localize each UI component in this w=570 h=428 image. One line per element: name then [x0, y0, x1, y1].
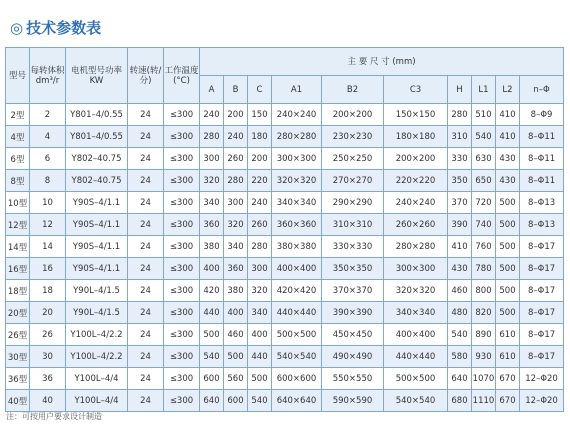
cell-a: 280: [200, 126, 224, 148]
cell-b: 260: [224, 148, 248, 170]
cell-b: 340: [224, 236, 248, 258]
cell-b: 320: [224, 214, 248, 236]
cell-temp: ≤300: [164, 214, 200, 236]
cell-volume: 4: [30, 126, 66, 148]
cell-model: 6型: [6, 148, 30, 170]
cell-h: 640: [448, 368, 472, 390]
cell-temp: ≤300: [164, 302, 200, 324]
cell-c: 180: [248, 126, 272, 148]
cell-h: 430: [448, 258, 472, 280]
cell-c: 540: [248, 390, 272, 412]
cell-a1: 500×500: [272, 324, 322, 346]
cell-volume: 18: [30, 280, 66, 302]
cell-b2: 550×550: [322, 368, 384, 390]
cell-b2: 330×330: [322, 236, 384, 258]
cell-motor: Y90S–4/1.1: [66, 258, 128, 280]
table-row: [6, 170, 564, 192]
cell-c: 260: [248, 214, 272, 236]
cell-temp: ≤300: [164, 148, 200, 170]
table-row: [6, 214, 564, 236]
cell-holes: 8–Φ17: [520, 302, 564, 324]
cell-c: 200: [248, 148, 272, 170]
cell-c3: 150×150: [384, 104, 448, 126]
cell-a1: 540×540: [272, 346, 322, 368]
table-row: [6, 126, 564, 148]
table-row: [6, 368, 564, 390]
cell-model: 36型: [6, 368, 30, 390]
cell-volume: 16: [30, 258, 66, 280]
cell-motor: Y90L–4/1.5: [66, 302, 128, 324]
cell-a: 320: [200, 170, 224, 192]
cell-a1: 300×300: [272, 148, 322, 170]
cell-a: 540: [200, 346, 224, 368]
table-row: [6, 104, 564, 126]
cell-h: 390: [448, 214, 472, 236]
cell-holes: 8–Φ13: [520, 192, 564, 214]
cell-motor: Y100L–4/2.2: [66, 346, 128, 368]
cell-l1: 760: [472, 236, 496, 258]
cell-holes: 8–Φ13: [520, 214, 564, 236]
cell-l2: 410: [496, 126, 520, 148]
cell-b2: 350×350: [322, 258, 384, 280]
cell-speed: 24: [128, 104, 164, 126]
cell-model: 26型: [6, 324, 30, 346]
cell-temp: ≤300: [164, 104, 200, 126]
cell-c3: 440×440: [384, 346, 448, 368]
cell-volume: 40: [30, 390, 66, 412]
cell-b2: 450×450: [322, 324, 384, 346]
cell-model: 40型: [6, 390, 30, 412]
cell-l1: 780: [472, 258, 496, 280]
header-dim: n–Φ: [520, 76, 564, 104]
header-volume: 每转体积dm³/r: [30, 48, 66, 104]
cell-b2: 250×250: [322, 148, 384, 170]
cell-c: 400: [248, 324, 272, 346]
cell-motor: Y90S–4/1.1: [66, 192, 128, 214]
cell-volume: 6: [30, 148, 66, 170]
header-dim: A: [200, 76, 224, 104]
cell-temp: ≤300: [164, 192, 200, 214]
cell-motor: Y801–4/0.55: [66, 126, 128, 148]
cell-l2: 610: [496, 346, 520, 368]
cell-temp: ≤300: [164, 236, 200, 258]
cell-c3: 300×300: [384, 258, 448, 280]
cell-h: 280: [448, 104, 472, 126]
cell-motor: Y100L–4/2.2: [66, 324, 128, 346]
cell-a1: 640×640: [272, 390, 322, 412]
cell-l2: 500: [496, 258, 520, 280]
cell-l2: 410: [496, 104, 520, 126]
cell-model: 12型: [6, 214, 30, 236]
cell-h: 310: [448, 126, 472, 148]
cell-b2: 200×200: [322, 104, 384, 126]
cell-h: 350: [448, 170, 472, 192]
header-main-dimensions: 主 要 尺 寸 (mm): [200, 48, 564, 76]
cell-a1: 380×380: [272, 236, 322, 258]
cell-temp: ≤300: [164, 258, 200, 280]
table-row: [6, 148, 564, 170]
table-row: [6, 346, 564, 368]
cell-b: 200: [224, 104, 248, 126]
cell-speed: 24: [128, 258, 164, 280]
cell-a1: 420×420: [272, 280, 322, 302]
cell-b: 280: [224, 170, 248, 192]
cell-l1: 510: [472, 104, 496, 126]
cell-model: 18型: [6, 280, 30, 302]
spec-table: [5, 47, 564, 412]
cell-b: 240: [224, 126, 248, 148]
cell-c: 280: [248, 236, 272, 258]
cell-a: 380: [200, 236, 224, 258]
cell-h: 580: [448, 346, 472, 368]
cell-speed: 24: [128, 214, 164, 236]
cell-b2: 290×290: [322, 192, 384, 214]
cell-temp: ≤300: [164, 390, 200, 412]
page-title: [10, 18, 101, 38]
cell-c: 300: [248, 258, 272, 280]
cell-c3: 220×220: [384, 170, 448, 192]
cell-c3: 500×500: [384, 368, 448, 390]
header-dim: C: [248, 76, 272, 104]
table-row: [6, 390, 564, 412]
cell-model: 16型: [6, 258, 30, 280]
cell-a: 360: [200, 214, 224, 236]
cell-l1: 930: [472, 346, 496, 368]
cell-l2: 430: [496, 170, 520, 192]
cell-volume: 8: [30, 170, 66, 192]
cell-a: 600: [200, 368, 224, 390]
cell-model: 30型: [6, 346, 30, 368]
cell-a: 420: [200, 280, 224, 302]
cell-c3: 280×280: [384, 236, 448, 258]
cell-l2: 670: [496, 390, 520, 412]
cell-h: 410: [448, 236, 472, 258]
cell-speed: 24: [128, 148, 164, 170]
cell-a: 500: [200, 324, 224, 346]
cell-holes: 8–Φ11: [520, 126, 564, 148]
cell-l1: 1070: [472, 368, 496, 390]
circle-bullet-icon: ◎: [10, 19, 24, 37]
cell-a1: 240×240: [272, 104, 322, 126]
cell-temp: ≤300: [164, 368, 200, 390]
cell-volume: 20: [30, 302, 66, 324]
cell-speed: 24: [128, 368, 164, 390]
cell-b: 560: [224, 368, 248, 390]
cell-a: 300: [200, 148, 224, 170]
cell-b2: 270×270: [322, 170, 384, 192]
cell-l2: 670: [496, 368, 520, 390]
cell-l1: 650: [472, 170, 496, 192]
cell-model: 8型: [6, 170, 30, 192]
cell-model: 14型: [6, 236, 30, 258]
cell-a1: 320×320: [272, 170, 322, 192]
cell-motor: Y802–40.75: [66, 148, 128, 170]
cell-c3: 200×200: [384, 148, 448, 170]
cell-b: 380: [224, 280, 248, 302]
cell-temp: ≤300: [164, 346, 200, 368]
cell-c: 320: [248, 280, 272, 302]
cell-l2: 500: [496, 302, 520, 324]
header-speed: 转速(转/分): [128, 48, 164, 104]
cell-speed: 24: [128, 236, 164, 258]
cell-holes: 8–Φ17: [520, 236, 564, 258]
cell-temp: ≤300: [164, 280, 200, 302]
cell-h: 370: [448, 192, 472, 214]
table-row: [6, 280, 564, 302]
table-row: [6, 236, 564, 258]
cell-holes: 8–Φ11: [520, 170, 564, 192]
cell-a: 640: [200, 390, 224, 412]
cell-motor: Y100L–4/4: [66, 368, 128, 390]
cell-b2: 590×590: [322, 390, 384, 412]
cell-holes: 8–Φ17: [520, 280, 564, 302]
table-row: [6, 192, 564, 214]
cell-speed: 24: [128, 346, 164, 368]
cell-c: 500: [248, 368, 272, 390]
cell-b2: 490×490: [322, 346, 384, 368]
table-row: [6, 324, 564, 346]
cell-c3: 400×400: [384, 324, 448, 346]
cell-c3: 340×340: [384, 302, 448, 324]
cell-l2: 610: [496, 324, 520, 346]
cell-l1: 740: [472, 214, 496, 236]
cell-a1: 280×280: [272, 126, 322, 148]
cell-motor: Y802–40.75: [66, 170, 128, 192]
cell-b2: 310×310: [322, 214, 384, 236]
header-dim: L1: [472, 76, 496, 104]
cell-speed: 24: [128, 280, 164, 302]
header-temp: 工作温度(°C): [164, 48, 200, 104]
cell-b2: 370×370: [322, 280, 384, 302]
cell-model: 10型: [6, 192, 30, 214]
header-motor: 电机型号功率KW: [66, 48, 128, 104]
cell-a1: 400×400: [272, 258, 322, 280]
cell-a: 340: [200, 192, 224, 214]
cell-model: 20型: [6, 302, 30, 324]
cell-h: 330: [448, 148, 472, 170]
cell-holes: 8–Φ17: [520, 346, 564, 368]
cell-a1: 600×600: [272, 368, 322, 390]
cell-volume: 30: [30, 346, 66, 368]
cell-speed: 24: [128, 390, 164, 412]
cell-l2: 500: [496, 280, 520, 302]
cell-h: 680: [448, 390, 472, 412]
cell-temp: ≤300: [164, 324, 200, 346]
cell-a1: 340×340: [272, 192, 322, 214]
cell-a1: 360×360: [272, 214, 322, 236]
cell-volume: 10: [30, 192, 66, 214]
cell-volume: 26: [30, 324, 66, 346]
cell-c3: 540×540: [384, 390, 448, 412]
cell-a: 240: [200, 104, 224, 126]
cell-speed: 24: [128, 324, 164, 346]
cell-l2: 430: [496, 148, 520, 170]
cell-temp: ≤300: [164, 126, 200, 148]
cell-h: 480: [448, 302, 472, 324]
cell-volume: 2: [30, 104, 66, 126]
cell-holes: 8–Φ11: [520, 148, 564, 170]
cell-speed: 24: [128, 170, 164, 192]
cell-motor: Y90L–4/1.5: [66, 280, 128, 302]
cell-speed: 24: [128, 192, 164, 214]
cell-holes: 12–Φ20: [520, 368, 564, 390]
cell-b: 500: [224, 346, 248, 368]
header-dim: A1: [272, 76, 322, 104]
cell-l1: 540: [472, 126, 496, 148]
cell-c: 240: [248, 192, 272, 214]
cell-b2: 390×390: [322, 302, 384, 324]
page-title-text: 技术参数表: [26, 19, 102, 37]
cell-c: 220: [248, 170, 272, 192]
header-model: 型号: [6, 48, 30, 104]
cell-speed: 24: [128, 302, 164, 324]
cell-model: 2型: [6, 104, 30, 126]
cell-b: 600: [224, 390, 248, 412]
cell-b: 460: [224, 324, 248, 346]
cell-l1: 800: [472, 280, 496, 302]
cell-l1: 890: [472, 324, 496, 346]
cell-motor: Y90S–4/1.1: [66, 236, 128, 258]
cell-c3: 260×260: [384, 214, 448, 236]
cell-model: 4型: [6, 126, 30, 148]
cell-holes: 12–Φ20: [520, 390, 564, 412]
cell-motor: Y90S–4/1.1: [66, 214, 128, 236]
cell-volume: 12: [30, 214, 66, 236]
cell-c: 440: [248, 346, 272, 368]
cell-c3: 180×180: [384, 126, 448, 148]
header-dim: C3: [384, 76, 448, 104]
cell-b: 400: [224, 302, 248, 324]
cell-l1: 820: [472, 302, 496, 324]
header-dim: B2: [322, 76, 384, 104]
table-row: [6, 302, 564, 324]
cell-c: 150: [248, 104, 272, 126]
table-row: [6, 258, 564, 280]
header-dim: L2: [496, 76, 520, 104]
cell-l1: 720: [472, 192, 496, 214]
header-dim: H: [448, 76, 472, 104]
header-dim: B: [224, 76, 248, 104]
footnote: 注：可按用户要求设计制造: [6, 412, 102, 421]
cell-volume: 14: [30, 236, 66, 258]
cell-speed: 24: [128, 126, 164, 148]
cell-holes: 8–Φ9: [520, 104, 564, 126]
cell-l1: 1110: [472, 390, 496, 412]
cell-b: 300: [224, 192, 248, 214]
cell-volume: 36: [30, 368, 66, 390]
cell-a1: 440×440: [272, 302, 322, 324]
cell-b2: 230×230: [322, 126, 384, 148]
cell-c3: 320×320: [384, 280, 448, 302]
cell-l1: 630: [472, 148, 496, 170]
cell-l2: 500: [496, 192, 520, 214]
cell-l2: 500: [496, 214, 520, 236]
cell-c: 340: [248, 302, 272, 324]
cell-holes: 8–Φ17: [520, 324, 564, 346]
cell-h: 540: [448, 324, 472, 346]
cell-a: 440: [200, 302, 224, 324]
cell-motor: Y100L–4/4: [66, 390, 128, 412]
cell-a: 400: [200, 258, 224, 280]
cell-c3: 240×240: [384, 192, 448, 214]
cell-b: 360: [224, 258, 248, 280]
cell-motor: Y801–4/0.55: [66, 104, 128, 126]
cell-temp: ≤300: [164, 170, 200, 192]
cell-l2: 500: [496, 236, 520, 258]
cell-h: 460: [448, 280, 472, 302]
cell-holes: 8–Φ17: [520, 258, 564, 280]
